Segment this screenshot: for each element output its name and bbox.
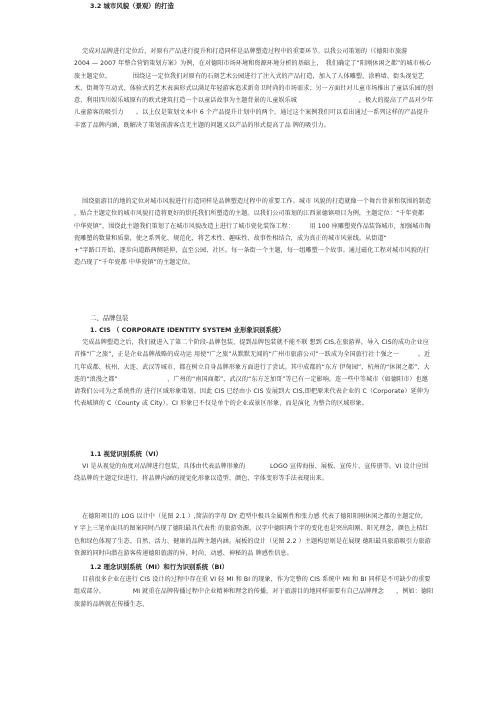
section-heading-mi-bi: 1.2 理念识别系统（MI）和行为识别系统（BI） [90,563,229,571]
section-heading-vi: 1.1 视觉识别系统（VI） [90,450,162,458]
section-heading-cis: 1. CIS （ CORPORATE IDENTITY SYSTEM 业形象识别系统） [90,326,285,334]
paragraph-vi: VI 是从视觉的角度对品牌进行包装，具体由代表品牌形象的 LOGO 宣传海报、展板、宣传片、宣传册等。VI 设计应围绕品牌的主题定位进行，将品牌内涵的视觉化形象以造型、颜色、字体变形等手法表现出来。 [74,463,429,483]
paragraph-cis: 完成品牌塑造之后，我们就进入了第二个阶段-品牌包装，提到品牌包装就不能不联 想到 CIS,在旅游界，导入 CIS的成功企业应首推“广之旅”，正是企业品牌战略的成功运 用使“广之旅”从默默无闻的“广州市旅游公司”一跃成为全国旅行社十强之一 。近几年成都、杭州、大连、武汉等城市，都在树立自身品牌形象方面进行了尝试。其中成都的“东方 伊甸园”、杭州的“休闲之都”、大连的“浪漫之都” 、广州的“南国商都”、武汉的“东方芝加哥”等已有一定影响。连一些中等城市（如德阳市）也邀请我们公司为之系统性的 进行区域形象策划。因此 CIS 已经由小 CIS 发展到大 CIS,即把原来代表企业的 C（Corporate）延伸为代表城镇的 C（County 或 City）。CI 形象已不仅是单个的企业或景区形象，而是演化 为整合的区域形象。 [74,339,431,408]
paragraph-product-upgrade: 完成对品牌进行定位后，对原有产品进行提升和打造同样是品牌塑造过程中的重要环节。以我公司策划的（《德阳市旅游 2004 — 2007 年整合营销策划方案》为例，在对德阳市场环境和资源环境分析的基础上， 我们确定了“阳刚休闲之都”的城市核心旅主题定位， 围绕这一定位我们对原有的石刻艺术公园进行了注入式的产品打造，加入了人体雕塑、涂鸦墙、街头视觉艺术、街舞等互动式、体验式的艺术表演形式以满足年轻游客追求新奇卫时尚的市场需求；另一方面针对儿童市场推出了童话乐园的创意，利用四川娱乐城原有的欧式建筑打造一个以童话故事为主题背景的儿童娱乐城 ，极大的提高了产品对少年儿童游客的吸引力 。以上仅是策划文本中 6 个产品提升计划中的两个，通过这个案例我们可以看出通过一系列这样的产品提升丰富了品牌内涵，既解决了策划前游客点无主题的问题又以产品的形式提高了品 牌的吸引力。 [74,48,445,129]
section-heading-city-landscape: 3.2 城市风貌（景观）的打造 [90,2,174,10]
section-heading-brand-packaging: 二、品牌包装 [90,314,129,322]
paragraph-mi-bi: 目前很多企业在进行 CIS 设计的过程中存在重 VI 轻 MI 和 BI 的现象，作为完整的 CIS 系统中 MI 和 BI 同样是不可缺少的重要组成部分。 MI 就重在品牌传播过程中企业精神和理念的传播，对于旅游目的地同样需要有自己品牌理念 ，例如：德阳旅游的品牌就在传播生态、 [74,576,434,608]
paragraph-city-landscape: 围绕旅游目的地的定位对城市风貌进行打造同样是品牌塑造过程中的重要工作。城市 风貌的打造就像一个舞台背景和氛围的制造 ，贴合主题定位的城市风貌打造将更好的烘托我们所塑造的主题。以我们公司策划的江西景德镇项目为例，主题定位：“千年瓷都 中华瓷镇”，围绕此主题我们策划了在城市风貌改造上进行了城市瓷化装饰工程： 用 100 座雕塑瓷作品装饰城市，加强城市陶瓷雕塑的数量和质量，使之系列化、规范化，将艺术性、趣味性、故事性相结合，成为真正的城市风景线。从街道“ +”字路口开始，逐步向道路两侧延伸，直至公园、社区。每一条街一个主题，每一组雕塑一个故事。通过磁化工程对城市风貌的打 造凸现了“千年瓷都 中华瓷镇”的主题定位。 [74,198,463,267]
paragraph-deyang-logo: 在德阳项目的 LOG 以计中（见图 2.1 ）,简洁的字母 DY 造型中极具金属刚性和张力感 代表了德阳阳刚休闲之都的主题定位， Y 字上三笔单面具的图案同时凸现了德阳最具代表性 的旅游资源，汉字中德阳两个字的变化也是突出阳刚、阳光理念，颜色上桔红色和绿色体现了生态、自然、活力、健康的品牌主题内涵。展板的设计（见图 2.2 ）主题构思则是在展现 德阳最具旅游吸引力旅游资源的同时向潜在游客传递德阳旅游的异、时尚、动感、神秘的品 牌感性信息。 [74,513,455,557]
